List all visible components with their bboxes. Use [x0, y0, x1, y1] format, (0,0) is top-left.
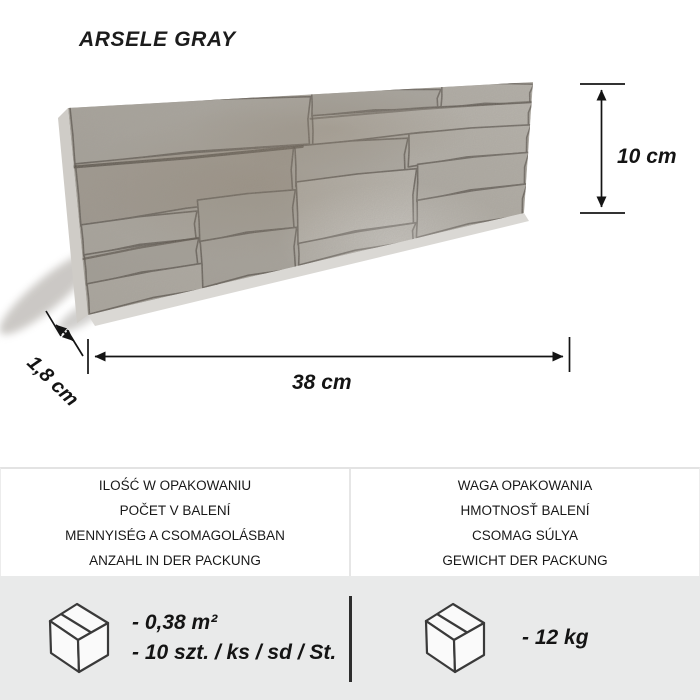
weight-header-cell: [351, 469, 699, 576]
quantity-header-line-cz: POČET V BALENÍ: [119, 502, 231, 518]
package-info-table: [0, 467, 700, 576]
quantity-header-line-de: ANZAHL IN DER PACKUNG: [89, 552, 261, 568]
quantity-header-cell: [1, 469, 351, 576]
package-values-section: [0, 576, 700, 700]
package-quantity-values: [132, 608, 336, 668]
package-weight-values: [522, 623, 589, 653]
box-icon: [424, 602, 486, 674]
width-dimension-arrow: [88, 337, 570, 374]
section-divider: [349, 596, 352, 682]
width-dimension-label: 38 cm: [292, 371, 352, 394]
package-area-value: - 0,38 m²: [132, 611, 218, 634]
stone-panel: [55, 70, 545, 325]
depth-dimension-label: 1,8 cm: [22, 351, 83, 411]
package-weight-item: [424, 576, 589, 700]
height-dimension-label: 10 cm: [617, 145, 677, 168]
weight-header-line-cz: HMOTNOSŤ BALENÍ: [460, 502, 590, 518]
weight-header-line-pl: WAGA OPAKOWANIA: [457, 477, 593, 493]
box-icon: [48, 602, 110, 674]
package-quantity-item: [48, 576, 336, 700]
quantity-header-line-pl: ILOŚĆ W OPAKOWANIU: [98, 477, 252, 493]
product-title: ARSELE GRAY: [79, 28, 236, 51]
weight-header-line-hu: CSOMAG SÚLYA: [471, 527, 579, 543]
weight-header-line-de: GEWICHT DER PACKUNG: [442, 552, 608, 568]
package-pieces-value: - 10 szt. / ks / sd / St.: [132, 641, 337, 664]
quantity-header-line-hu: MENNYISÉG A CSOMAGOLÁSBAN: [65, 527, 285, 543]
package-weight-value: - 12 kg: [522, 626, 589, 649]
